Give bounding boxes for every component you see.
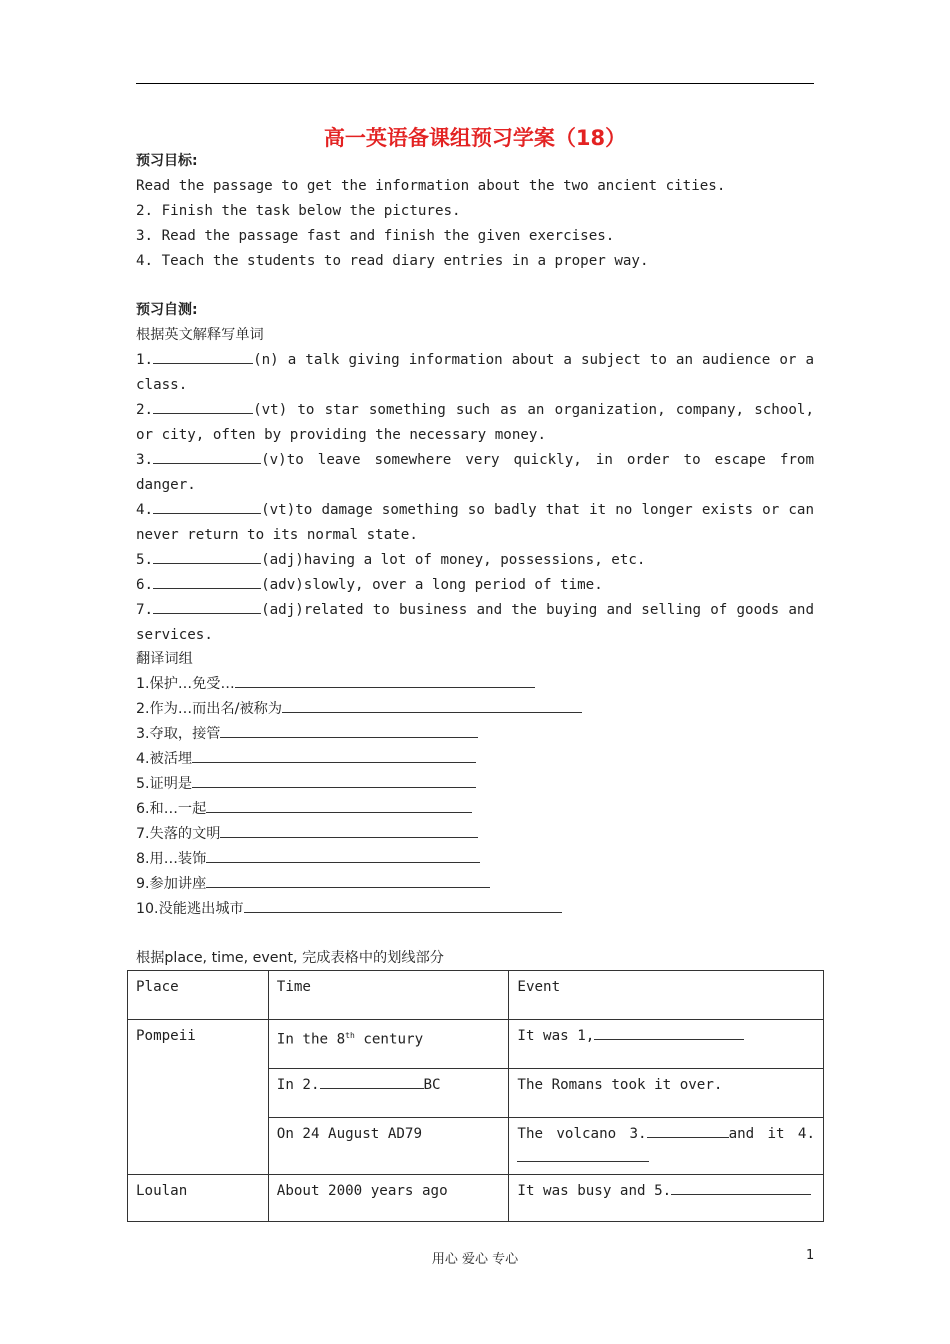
- vocab-definition: (vt) to star something such as an organization, company, school, or city, often by providing the necessary money.: [136, 402, 814, 443]
- phrase-item: [136, 747, 814, 772]
- vocab-definition: (adj)having a lot of money, possessions, etc.: [261, 552, 646, 568]
- event-table: [127, 970, 824, 1222]
- phrase-item: [136, 797, 814, 822]
- answer-blank[interactable]: [671, 1179, 811, 1195]
- event-cell: [509, 1175, 824, 1222]
- answer-blank[interactable]: [517, 1146, 649, 1162]
- answer-blank[interactable]: [153, 448, 261, 464]
- place-loulan: Loulan: [128, 1175, 269, 1222]
- vocab-number: 5.: [136, 552, 154, 568]
- vocab-item: [136, 448, 814, 498]
- time-cell: [268, 1020, 509, 1069]
- phrase-label: 3.夺取，接管: [136, 726, 221, 742]
- selftest-instruction: 根据英文解释写单词: [136, 327, 264, 343]
- goals-section: [136, 149, 814, 274]
- goals-heading: 预习目标:: [136, 153, 198, 169]
- phrase-label: 1.保护…免受…: [136, 676, 235, 692]
- answer-blank[interactable]: [153, 548, 261, 564]
- goal-item: 4. Teach the students to read diary entries in a proper way.: [136, 253, 649, 269]
- table-header-row: [128, 971, 824, 1020]
- answer-blank[interactable]: [153, 498, 261, 514]
- phrase-label: 2.作为…而出名/被称为: [136, 701, 283, 717]
- answer-blank[interactable]: [192, 772, 476, 788]
- vocab-number: 4.: [136, 502, 154, 518]
- vocab-definition: (adj)related to business and the buying and selling of goods and services.: [136, 602, 814, 643]
- vocab-number: 1.: [136, 352, 154, 368]
- vocab-definition: (adv)slowly, over a long period of time.: [261, 577, 603, 593]
- phrase-label: 9.参加讲座: [136, 876, 207, 892]
- page-title: 高一英语备课组预习学案（18）: [323, 126, 627, 150]
- ordinal-suffix: th: [345, 1031, 355, 1040]
- phrase-item: [136, 672, 814, 697]
- event-text: and it: [728, 1126, 785, 1142]
- phrase-label: 5.证明是: [136, 776, 193, 792]
- answer-blank[interactable]: [244, 897, 562, 913]
- answer-blank[interactable]: [153, 348, 253, 364]
- event-text: It was busy and 5.: [517, 1183, 672, 1199]
- phrase-label: 8.用…装饰: [136, 851, 207, 867]
- page-footer: 用心 爱心 专心: [431, 1252, 519, 1267]
- header-place: Place: [128, 971, 269, 1020]
- vocab-definition: (v)to leave somewhere very quickly, in order to escape from danger.: [136, 452, 814, 493]
- time-text: century: [354, 1031, 424, 1048]
- time-cell: [268, 1069, 509, 1118]
- time-cell: About 2000 years ago: [268, 1175, 509, 1222]
- phrase-label: 10.没能逃出城市: [136, 901, 244, 917]
- answer-blank[interactable]: [320, 1073, 424, 1089]
- event-cell: [509, 1020, 824, 1069]
- phrase-item: [136, 847, 814, 872]
- phrase-item: [136, 897, 814, 922]
- answer-blank[interactable]: [153, 398, 253, 414]
- answer-blank[interactable]: [647, 1122, 729, 1138]
- phrase-label: 7.失落的文明: [136, 826, 221, 842]
- answer-blank[interactable]: [220, 722, 478, 738]
- phrase-item: [136, 872, 814, 897]
- place-pompeii: Pompeii: [128, 1020, 269, 1175]
- vocab-item: [136, 573, 814, 598]
- phrase-item: [136, 822, 814, 847]
- answer-blank[interactable]: [192, 747, 476, 763]
- answer-blank[interactable]: [206, 872, 490, 888]
- header-event: Event: [509, 971, 824, 1020]
- phrases-heading: 翻译词组: [136, 651, 193, 667]
- vocab-number: 6.: [136, 577, 154, 593]
- phrase-label: 6.和…一起: [136, 801, 207, 817]
- answer-blank[interactable]: [153, 573, 261, 589]
- vocab-number: 7.: [136, 602, 154, 618]
- vocab-item: [136, 548, 814, 573]
- time-text: BC: [423, 1077, 441, 1093]
- answer-blank[interactable]: [282, 697, 582, 713]
- phrase-item: [136, 697, 814, 722]
- event-text: It was 1,: [517, 1028, 595, 1044]
- selftest-section: [136, 298, 814, 648]
- answer-blank[interactable]: [220, 822, 478, 838]
- time-text: In 2.: [276, 1077, 320, 1093]
- page-number: 1: [806, 1248, 815, 1263]
- event-cell: The Romans took it over.: [509, 1069, 824, 1118]
- vocab-item: [136, 348, 814, 398]
- vocab-item: [136, 498, 814, 548]
- vocab-number: 3.: [136, 452, 154, 468]
- vocab-definition: (n) a talk giving information about a subject to an audience or a class.: [136, 352, 814, 393]
- answer-blank[interactable]: [153, 598, 261, 614]
- time-text: In the 8: [276, 1031, 346, 1048]
- phrases-section: [136, 647, 814, 922]
- table-instruction: 根据place, time, event, 完成表格中的划线部分: [136, 950, 444, 966]
- phrase-item: [136, 772, 814, 797]
- vocab-number: 2.: [136, 402, 154, 418]
- answer-blank[interactable]: [206, 797, 472, 813]
- vocab-item: [136, 398, 814, 448]
- selftest-heading: 预习自测:: [136, 302, 198, 318]
- event-cell: [509, 1118, 824, 1175]
- phrase-item: [136, 722, 814, 747]
- goal-item: 3. Read the passage fast and finish the given exercises.: [136, 228, 615, 244]
- answer-blank[interactable]: [235, 672, 535, 688]
- goal-item: Read the passage to get the information about the two ancient cities.: [136, 178, 726, 194]
- table-row: [128, 1020, 824, 1069]
- phrase-label: 4.被活埋: [136, 751, 193, 767]
- time-cell: On 24 August AD79: [268, 1118, 509, 1175]
- header-time: Time: [268, 971, 509, 1020]
- table-row: [128, 1175, 824, 1222]
- answer-blank[interactable]: [594, 1024, 744, 1040]
- vocab-item: [136, 598, 814, 648]
- event-text: 4.: [797, 1126, 816, 1142]
- goal-item: 2. Finish the task below the pictures.: [136, 203, 461, 219]
- event-text: The volcano 3.: [517, 1126, 647, 1142]
- answer-blank[interactable]: [206, 847, 480, 863]
- header-rule: [136, 83, 814, 84]
- vocab-definition: (vt)to damage something so badly that it no longer exists or can never return to its normal state.: [136, 502, 814, 543]
